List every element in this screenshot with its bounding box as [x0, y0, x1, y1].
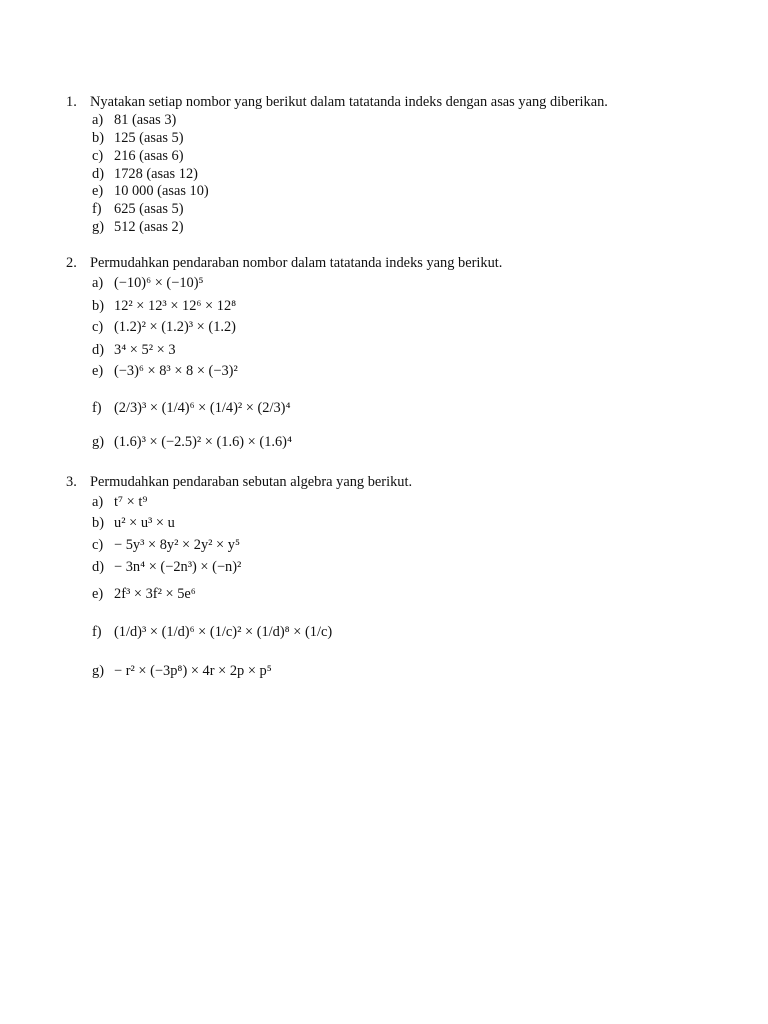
q3-item-g — [92, 662, 272, 680]
q2-item-d — [92, 341, 176, 359]
q3-item-d — [92, 558, 241, 576]
q1-item-c — [92, 147, 184, 165]
q2-item-e — [92, 362, 238, 380]
item-expression: 125 (asas 5) — [114, 130, 184, 146]
item-expression: t⁷ × t⁹ — [114, 494, 148, 510]
item-expression: (−10)⁶ × (−10)⁵ — [114, 275, 204, 291]
item-expression: 3⁴ × 5² × 3 — [114, 342, 176, 358]
item-label: e) — [92, 363, 104, 379]
question-text: Nyatakan setiap nombor yang berikut dalam tatatanda indeks dengan asas yang diberikan. — [90, 94, 608, 110]
item-label: e) — [92, 183, 104, 199]
item-label: d) — [92, 342, 104, 358]
item-label: g) — [92, 434, 104, 450]
item-label: c) — [92, 319, 104, 335]
q1-item-b — [92, 129, 184, 147]
item-expression: 10 000 (asas 10) — [114, 183, 209, 199]
item-expression: − 5y³ × 8y² × 2y² × y⁵ — [114, 537, 240, 553]
item-expression: (−3)⁶ × 8³ × 8 × (−3)² — [114, 363, 238, 379]
q1-item-e — [92, 182, 209, 200]
item-label: d) — [92, 559, 104, 575]
question-2 — [66, 254, 502, 272]
item-expression: u² × u³ × u — [114, 515, 175, 531]
item-label: d) — [92, 166, 104, 182]
item-label: f) — [92, 400, 102, 416]
item-label: g) — [92, 219, 104, 235]
item-expression: 12² × 12³ × 12⁶ × 12⁸ — [114, 298, 237, 314]
item-expression: − 3n⁴ × (−2n³) × (−n)² — [114, 559, 242, 575]
q1-item-f — [92, 200, 184, 218]
q2-item-g — [92, 433, 292, 451]
question-1 — [66, 93, 608, 111]
item-expression: 81 (asas 3) — [114, 112, 177, 128]
item-label: f) — [92, 624, 102, 640]
item-label: g) — [92, 663, 104, 679]
q3-item-f — [92, 623, 332, 641]
item-expression: (1.6)³ × (−2.5)² × (1.6) × (1.6)⁴ — [114, 434, 292, 450]
item-expression: 512 (asas 2) — [114, 219, 184, 235]
q1-item-a — [92, 111, 176, 129]
item-label: a) — [92, 275, 104, 291]
q1-item-d — [92, 165, 198, 183]
q1-item-g — [92, 218, 184, 236]
item-label: f) — [92, 201, 102, 217]
q3-item-b — [92, 514, 175, 532]
q2-item-a — [92, 274, 204, 292]
question-3 — [66, 473, 412, 491]
q3-item-e — [92, 585, 196, 603]
question-text: Permudahkan pendaraban nombor dalam tatatanda indeks yang berikut. — [90, 255, 503, 271]
q2-item-f — [92, 399, 291, 417]
item-expression: 2f³ × 3f² × 5e⁶ — [114, 586, 196, 602]
item-expression: (1.2)² × (1.2)³ × (1.2) — [114, 319, 236, 335]
item-label: c) — [92, 148, 104, 164]
question-number: 3. — [66, 474, 77, 490]
item-expression: (1/d)³ × (1/d)⁶ × (1/c)² × (1/d)⁸ × (1/c) — [114, 624, 333, 640]
item-label: c) — [92, 537, 104, 553]
item-label: a) — [92, 494, 104, 510]
item-label: b) — [92, 130, 104, 146]
item-label: b) — [92, 298, 104, 314]
q2-item-b — [92, 297, 236, 315]
item-expression: 625 (asas 5) — [114, 201, 184, 217]
question-text: Permudahkan pendaraban sebutan algebra yang berikut. — [90, 474, 413, 490]
q3-item-c — [92, 536, 240, 554]
item-expression: (2/3)³ × (1/4)⁶ × (1/4)² × (2/3)⁴ — [114, 400, 291, 416]
item-expression: 1728 (asas 12) — [114, 166, 198, 182]
item-expression: 216 (asas 6) — [114, 148, 184, 164]
question-number: 2. — [66, 255, 77, 271]
q2-item-c — [92, 318, 236, 336]
item-expression: − r² × (−3p⁸) × 4r × 2p × p⁵ — [114, 663, 272, 679]
item-label: b) — [92, 515, 104, 531]
item-label: e) — [92, 586, 104, 602]
item-label: a) — [92, 112, 104, 128]
question-number: 1. — [66, 94, 77, 110]
q3-item-a — [92, 493, 147, 511]
